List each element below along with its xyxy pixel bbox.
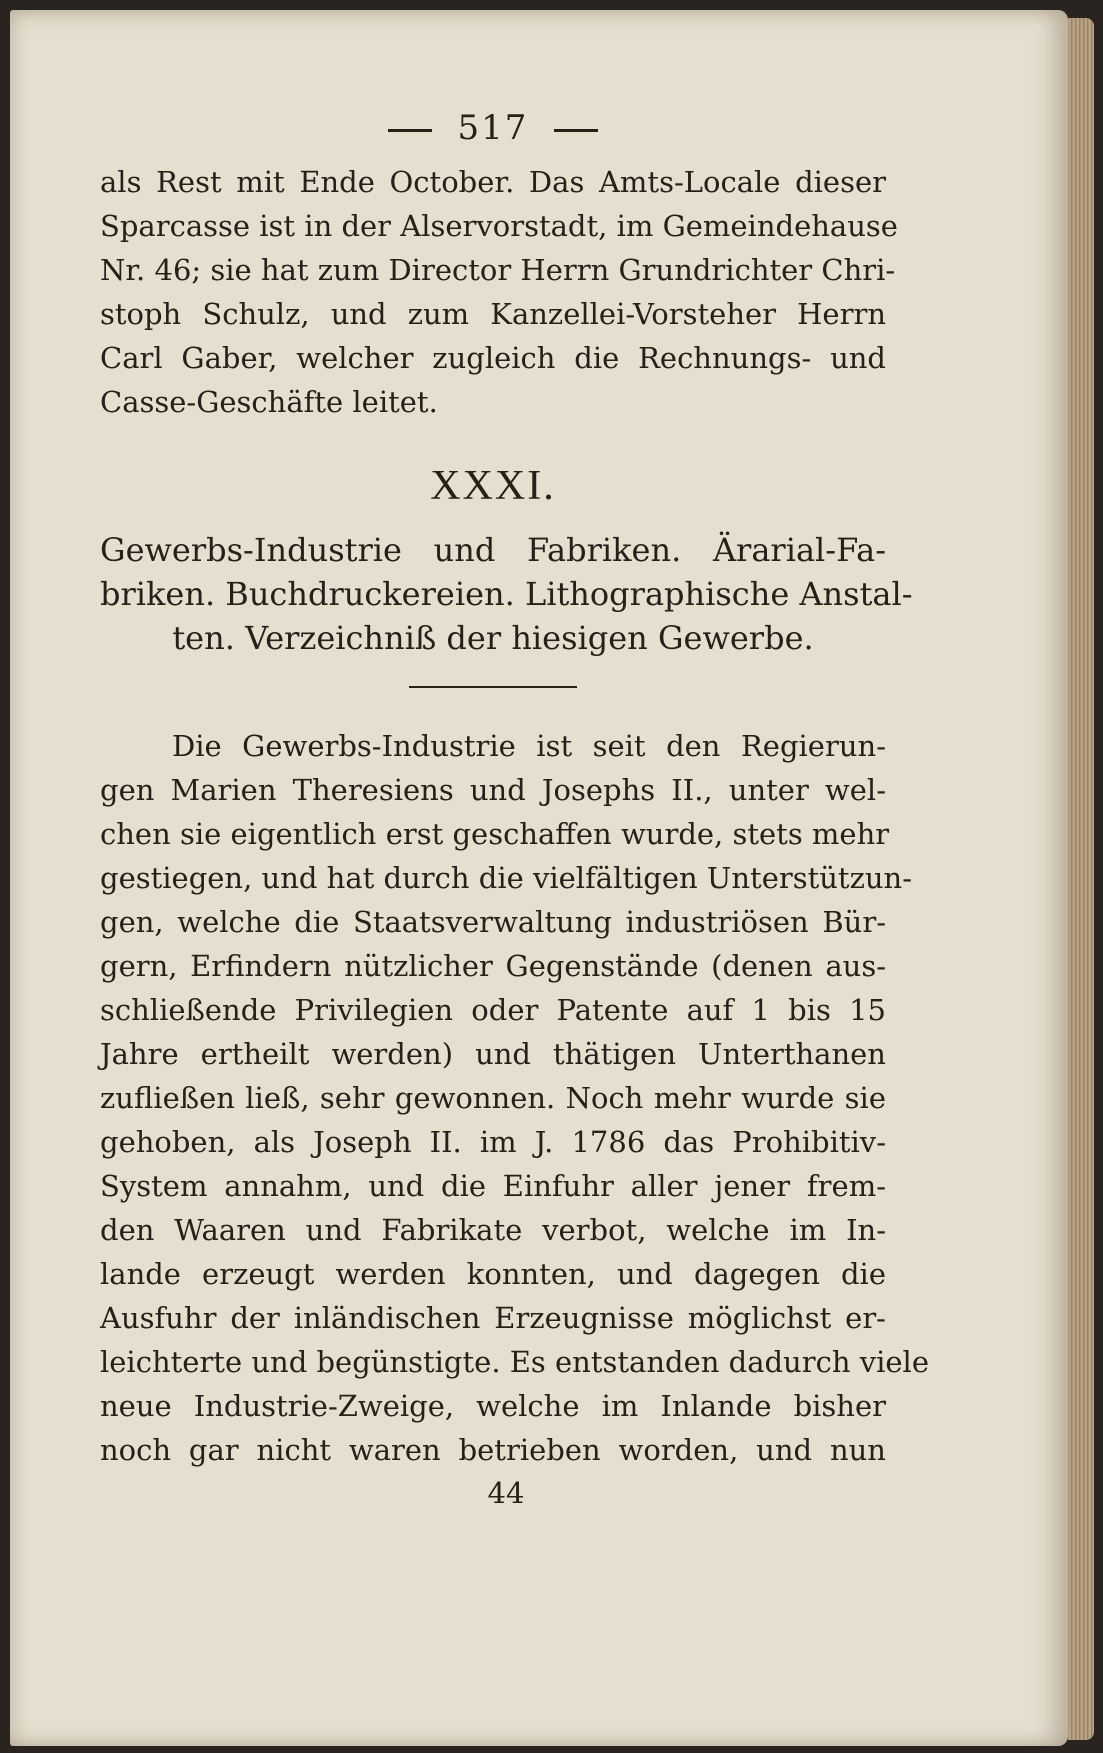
text-line: System annahm, und die Einfuhr aller jener frem- — [100, 1169, 886, 1203]
heading-line: briken. Buchdruckereien. Lithographische Anstal- — [100, 575, 913, 613]
text-line: Die Gewerbs-Industrie ist seit den Regierun- — [172, 729, 886, 763]
signature-mark: 44 — [487, 1476, 525, 1510]
text-line: Casse-Geschäfte leitet. — [100, 385, 438, 419]
heading-line: ten. Verzeichniß der hiesigen Gewerbe. — [172, 619, 814, 657]
text-line: als Rest mit Ende October. Das Amts-Locale dieser — [100, 165, 886, 199]
text-line: Nr. 46; sie hat zum Director Herrn Grundrichter Chri- — [100, 253, 896, 287]
page-number: 517 — [457, 108, 529, 148]
text-line: gehoben, als Joseph II. im J. 1786 das Prohibitiv- — [100, 1125, 886, 1159]
text-line: gen Marien Theresiens und Josephs II., unter wel- — [100, 773, 886, 807]
text-line: leichterte und begünstigte. Es entstanden dadurch viele — [100, 1345, 929, 1379]
text-block — [100, 108, 929, 1510]
section-number: XXXI. — [430, 463, 556, 509]
left-dash — [388, 129, 432, 132]
page-edges — [1068, 18, 1094, 1740]
text-line: Jahre ertheilt werden) und thätigen Unterthanen — [100, 1037, 886, 1071]
page-number-header — [100, 108, 886, 148]
text-line: zufließen ließ, sehr gewonnen. Noch mehr wurde sie — [100, 1081, 886, 1115]
body-paragraph — [100, 724, 929, 1472]
text-line: gen, welche die Staatsverwaltung industriösen Bür- — [100, 905, 886, 939]
text-line: Carl Gaber, welcher zugleich die Rechnungs- und — [100, 341, 886, 375]
section-heading — [100, 528, 913, 660]
text-line: den Waaren und Fabrikate verbot, welche im In- — [100, 1213, 886, 1247]
text-line: neue Industrie-Zweige, welche im Inlande bisher — [100, 1389, 886, 1423]
text-line: chen sie eigentlich erst geschaffen wurde, stets mehr — [100, 817, 890, 851]
text-line: gern, Erfindern nützlicher Gegenstände (denen aus- — [100, 949, 886, 983]
text-line: gestiegen, und hat durch die vielfältigen Unterstützun- — [100, 861, 913, 895]
text-line: noch gar nicht waren betrieben worden, und nun — [100, 1433, 886, 1467]
text-line: stoph Schulz, und zum Kanzellei-Vorsteher Herrn — [100, 297, 886, 331]
right-dash — [554, 129, 598, 132]
text-line: Sparcasse ist in der Alservorstadt, im Gemeindehause — [100, 209, 898, 243]
text-line: lande erzeugt werden konnten, und dagegen die — [100, 1257, 886, 1291]
text-line: Ausfuhr der inländischen Erzeugnisse möglichst er- — [100, 1301, 886, 1335]
text-line: schließende Privilegien oder Patente auf 1 bis 15 — [100, 993, 886, 1027]
intro-paragraph — [100, 160, 898, 424]
heading-line: Gewerbs-Industrie und Fabriken. Ärarial-Fa- — [100, 531, 886, 569]
section-divider — [409, 686, 577, 688]
